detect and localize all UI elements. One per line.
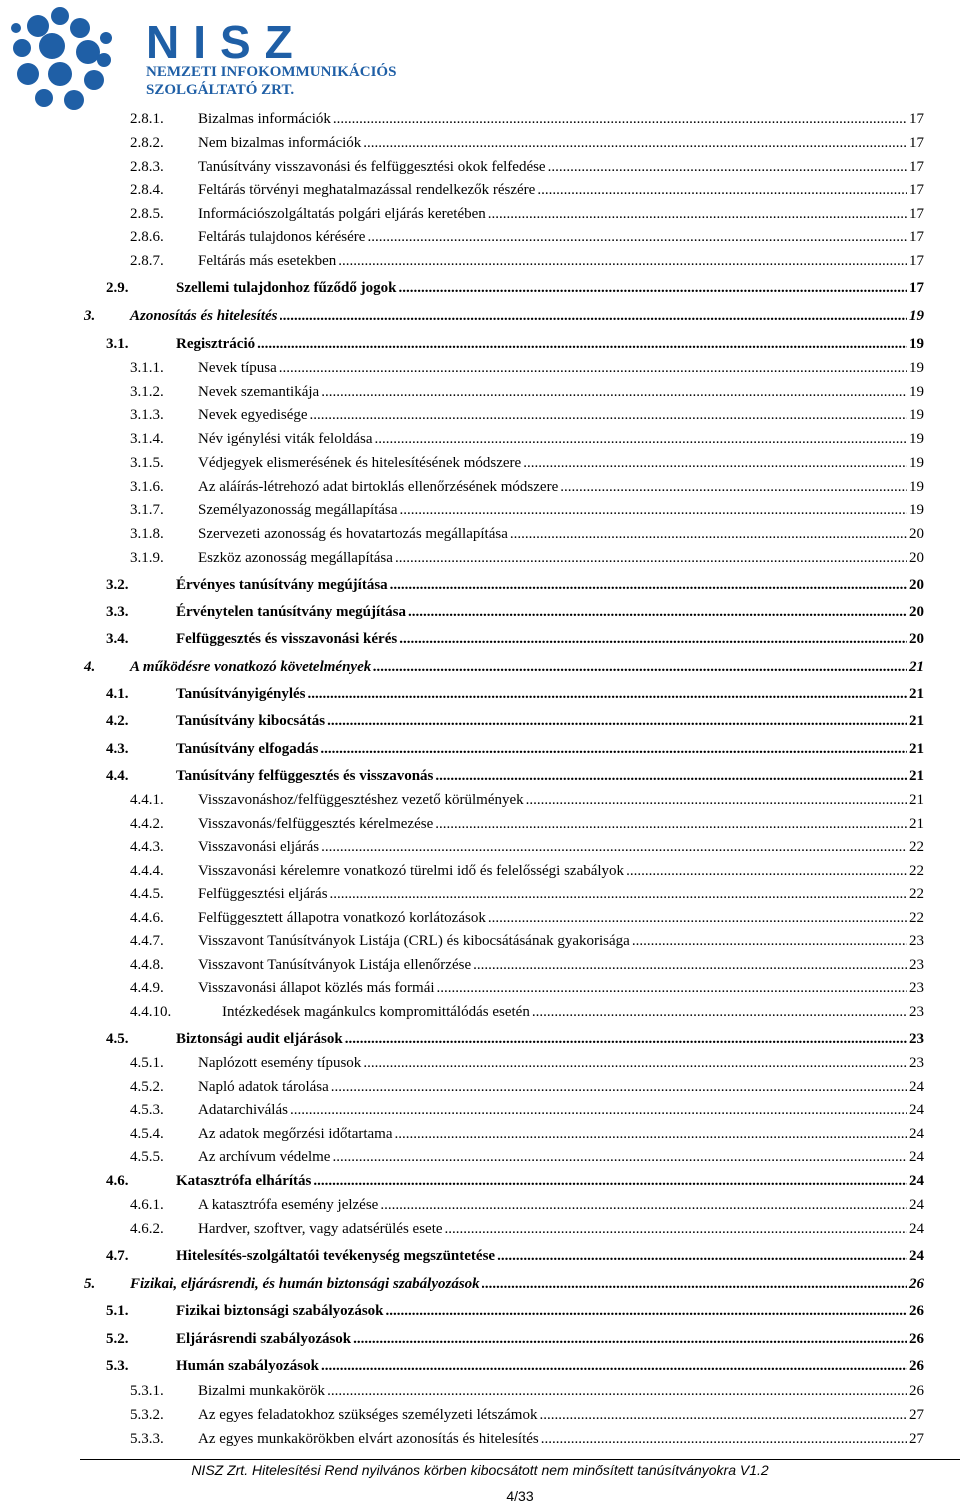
toc-leader-dots: [321, 836, 907, 858]
toc-entry[interactable]: [0, 836, 960, 858]
toc-leader-dots: [560, 476, 907, 498]
toc-entry-page: 24: [909, 1149, 924, 1165]
toc-entry-number: 5.1.: [106, 1303, 129, 1319]
toc-entry[interactable]: [0, 108, 960, 130]
toc-leader-dots: [280, 305, 907, 327]
toc-entry-title: Feltárás más esetekben: [198, 253, 337, 269]
toc-entry-page: 23: [909, 957, 924, 973]
toc-entry-number: 4.5.: [106, 1031, 129, 1047]
toc-entry-page: 27: [909, 1431, 924, 1447]
toc-entry-title: Védjegyek elismerésének és hitelesítésének módszere: [198, 455, 522, 471]
toc-entry-title: Visszavont Tanúsítványok Listája (CRL) és kibocsátásának gyakorisága: [198, 933, 630, 949]
toc-entry-page: 24: [909, 1102, 924, 1118]
toc-entry[interactable]: [0, 1170, 960, 1192]
toc-leader-dots: [488, 203, 907, 225]
toc-entry-number: 4.4.5.: [130, 886, 164, 902]
toc-entry-page: 20: [909, 631, 924, 647]
toc-entry-number: 3.1.6.: [130, 479, 164, 495]
toc-entry-number: 5.3.3.: [130, 1431, 164, 1447]
toc-entry-number: 4.: [84, 659, 96, 675]
toc-entry-number: 3.1.1.: [130, 360, 164, 376]
nisz-logo: [8, 4, 428, 112]
toc-entry-page: 24: [909, 1221, 924, 1237]
toc-entry-page: 19: [909, 360, 924, 376]
toc-leader-dots: [321, 381, 907, 403]
toc-entry-title: Tanúsítványigénylés: [176, 686, 306, 702]
toc-entry-number: 3.3.: [106, 604, 129, 620]
toc-entry[interactable]: [0, 1245, 960, 1267]
toc-leader-dots: [380, 1194, 907, 1216]
toc-entry-number: 5.3.: [106, 1358, 129, 1374]
toc-entry-number: 4.1.: [106, 686, 129, 702]
toc-entry-number: 4.3.: [106, 741, 129, 757]
toc-entry-page: 24: [909, 1173, 924, 1189]
toc-entry-page: 22: [909, 863, 924, 879]
toc-entry[interactable]: [0, 601, 960, 623]
toc-leader-dots: [482, 1273, 907, 1295]
toc-leader-dots: [327, 710, 907, 732]
toc-leader-dots: [541, 1428, 907, 1450]
toc-entry-page: 23: [909, 1004, 924, 1020]
toc-leader-dots: [488, 907, 907, 929]
toc-leader-dots: [473, 954, 907, 976]
toc-entry[interactable]: [0, 977, 960, 999]
toc-entry-title: Visszavonás/felfüggesztés kérelmezése: [198, 816, 434, 832]
toc-entry-title: Az adatok megőrzési időtartama: [198, 1126, 393, 1142]
toc-entry[interactable]: [0, 547, 960, 569]
toc-entry[interactable]: [0, 277, 960, 299]
toc-entry-number: 2.8.5.: [130, 206, 164, 222]
toc-entry[interactable]: [0, 789, 960, 811]
toc-entry-title: Információszolgáltatás polgári eljárás keretében: [198, 206, 486, 222]
toc-entry[interactable]: [0, 156, 960, 178]
toc-entry-page: 23: [909, 933, 924, 949]
toc-entry-title: Nevek típusa: [198, 360, 277, 376]
toc-entry-title: Felfüggesztett állapotra vonatkozó korlátozások: [198, 910, 486, 926]
toc-entry-page: 20: [909, 526, 924, 542]
toc-leader-dots: [332, 1146, 907, 1168]
toc-leader-dots: [497, 1245, 907, 1267]
toc-leader-dots: [398, 277, 907, 299]
toc-entry-title: Érvénytelen tanúsítvány megújítása: [176, 604, 406, 620]
toc-entry-page: 26: [909, 1383, 924, 1399]
toc-entry-page: 22: [909, 839, 924, 855]
toc-entry-page: 24: [909, 1197, 924, 1213]
toc-entry[interactable]: [0, 738, 960, 760]
toc-entry-title: Bizalmi munkakörök: [198, 1383, 326, 1399]
toc-leader-dots: [399, 628, 907, 650]
toc-entry-title: Az egyes feladatokhoz szükséges személyzeti létszámok: [198, 1407, 538, 1423]
toc-entry-title: Hitelesítés-szolgáltatói tevékenység megszüntetése: [176, 1248, 496, 1264]
toc-entry[interactable]: [0, 883, 960, 905]
toc-entry-title: Katasztrófa elhárítás: [176, 1173, 312, 1189]
toc-entry-title: Felfüggesztés és visszavonási kérés: [176, 631, 398, 647]
toc-entry[interactable]: [0, 1328, 960, 1350]
toc-entry[interactable]: [0, 132, 960, 154]
toc-entry[interactable]: [0, 1052, 960, 1074]
toc-entry-number: 2.8.6.: [130, 229, 164, 245]
toc-entry-page: 22: [909, 910, 924, 926]
logo-dots-icon: [11, 7, 112, 110]
toc-entry-page: 26: [909, 1303, 924, 1319]
toc-entry[interactable]: [0, 813, 960, 835]
toc-entry-number: 3.1.8.: [130, 526, 164, 542]
toc-leader-dots: [363, 132, 907, 154]
toc-entry-page: 17: [909, 135, 924, 151]
toc-entry-title: Feltárás törvényi meghatalmazással rendelkezők részére: [198, 182, 536, 198]
toc-leader-dots: [308, 683, 908, 705]
toc-entry-page: 24: [909, 1248, 924, 1264]
toc-leader-dots: [327, 1380, 907, 1402]
toc-entry-page: 21: [909, 741, 924, 757]
toc-entry-number: 2.8.2.: [130, 135, 164, 151]
toc-entry-page: 20: [909, 604, 924, 620]
toc-entry-title: Regisztráció: [176, 336, 256, 352]
toc-entry[interactable]: [0, 628, 960, 650]
toc-entry[interactable]: [0, 250, 960, 272]
toc-entry-number: 4.4.8.: [130, 957, 164, 973]
toc-entry-number: 4.4.1.: [130, 792, 164, 808]
toc-leader-dots: [375, 428, 907, 450]
logo-line1: NEMZETI INFOKOMMUNIKÁCIÓS: [146, 64, 397, 80]
toc-leader-dots: [338, 250, 907, 272]
toc-entry-title: Szellemi tulajdonhoz fűződő jogok: [176, 280, 397, 296]
toc-entry-title: Eszköz azonosság megállapítása: [198, 550, 393, 566]
toc-entry-number: 2.8.1.: [130, 111, 164, 127]
toc-leader-dots: [353, 1328, 907, 1350]
toc-entry[interactable]: [0, 305, 960, 327]
toc-entry-title: Nem bizalmas információk: [198, 135, 362, 151]
toc-leader-dots: [320, 738, 907, 760]
toc-entry[interactable]: [0, 357, 960, 379]
toc-leader-dots: [290, 1099, 907, 1121]
toc-entry-title: Visszavonási állapot közlés más formái: [198, 980, 435, 996]
toc-entry-page: 19: [909, 502, 924, 518]
toc-entry-number: 5.3.2.: [130, 1407, 164, 1423]
toc-entry-page: 19: [909, 431, 924, 447]
toc-entry-page: 26: [909, 1276, 924, 1292]
toc-entry-number: 4.6.1.: [130, 1197, 164, 1213]
toc-entry-page: 17: [909, 159, 924, 175]
toc-entry-page: 24: [909, 1079, 924, 1095]
toc-entry[interactable]: [0, 907, 960, 929]
toc-leader-dots: [395, 1123, 907, 1145]
toc-leader-dots: [279, 357, 907, 379]
toc-entry[interactable]: [0, 1076, 960, 1098]
toc-entry-page: 23: [909, 980, 924, 996]
toc-leader-dots: [330, 883, 907, 905]
toc-entry-title: Felfüggesztési eljárás: [198, 886, 328, 902]
toc-entry-page: 17: [909, 182, 924, 198]
toc-entry-title: Név igénylési viták feloldása: [198, 431, 373, 447]
toc-entry-title: Visszavonási eljárás: [198, 839, 320, 855]
toc-leader-dots: [345, 1028, 907, 1050]
toc-entry-number: 3.1.3.: [130, 407, 164, 423]
toc-entry[interactable]: [0, 499, 960, 521]
toc-entry[interactable]: [0, 574, 960, 596]
logo-line2: SZOLGÁLTATÓ ZRT.: [146, 82, 295, 98]
toc-entry-number: 5.2.: [106, 1331, 129, 1347]
toc-entry[interactable]: [0, 1428, 960, 1450]
toc-entry-page: 22: [909, 886, 924, 902]
toc-entry-page: 17: [909, 206, 924, 222]
toc-entry[interactable]: [0, 1355, 960, 1377]
toc-entry-page: 19: [909, 336, 924, 352]
toc-entry[interactable]: [0, 954, 960, 976]
toc-entry[interactable]: [0, 1028, 960, 1050]
toc-leader-dots: [310, 404, 907, 426]
toc-leader-dots: [408, 601, 907, 623]
toc-entry[interactable]: [0, 1404, 960, 1426]
toc-entry-page: 19: [909, 455, 924, 471]
toc-entry[interactable]: [0, 1146, 960, 1168]
page-number: 4/33: [506, 1488, 534, 1504]
toc-leader-dots: [321, 1355, 907, 1377]
toc-entry-number: 4.4.: [106, 768, 129, 784]
toc-entry-number: 3.1.4.: [130, 431, 164, 447]
toc-leader-dots: [400, 499, 907, 521]
toc-entry-number: 4.4.4.: [130, 863, 164, 879]
toc-entry-page: 21: [909, 713, 924, 729]
toc-entry-title: Visszavonási kérelemre vonatkozó türelmi idő és felelősségi szabályok: [198, 863, 625, 879]
toc-entry-number: 3.1.2.: [130, 384, 164, 400]
toc-entry-title: Az archívum védelme: [198, 1149, 331, 1165]
toc-entry-title: Visszavonáshoz/felfüggesztéshez vezető körülmények: [198, 792, 524, 808]
toc-entry-page: 23: [909, 1031, 924, 1047]
toc-leader-dots: [435, 813, 907, 835]
footer-text: NISZ Zrt. Hitelesítési Rend nyilvános körben kibocsátott nem minősített tanúsítványokra V1.2: [191, 1462, 769, 1478]
toc-entry-number: 2.9.: [106, 280, 129, 296]
toc-entry-title: Hardver, szoftver, vagy adatsérülés esete: [198, 1221, 443, 1237]
toc-entry[interactable]: [0, 765, 960, 787]
toc-entry-page: 21: [909, 686, 924, 702]
toc-leader-dots: [532, 1001, 907, 1023]
toc-entry-title: Humán szabályozások: [176, 1358, 319, 1374]
toc-leader-dots: [333, 108, 907, 130]
toc-entry[interactable]: [0, 1380, 960, 1402]
toc-entry-page: 17: [909, 229, 924, 245]
toc-entry-title: Fizikai biztonsági szabályozások: [176, 1303, 384, 1319]
toc-entry[interactable]: [0, 1273, 960, 1295]
toc-entry[interactable]: [0, 710, 960, 732]
toc-leader-dots: [390, 574, 907, 596]
toc-entry[interactable]: [0, 381, 960, 403]
logo-main-text: NISZ: [146, 16, 307, 68]
toc-entry-title: Eljárásrendi szabályozások: [176, 1331, 352, 1347]
toc-entry-number: 4.4.6.: [130, 910, 164, 926]
toc-entry-title: A működésre vonatkozó követelmények: [130, 659, 372, 675]
toc-entry[interactable]: [0, 404, 960, 426]
toc-leader-dots: [363, 1052, 907, 1074]
toc-entry-number: 4.4.2.: [130, 816, 164, 832]
toc-leader-dots: [632, 930, 907, 952]
toc-entry-number: 3.: [84, 308, 96, 324]
toc-entry-number: 3.4.: [106, 631, 129, 647]
toc-leader-dots: [548, 156, 907, 178]
toc-entry[interactable]: [0, 930, 960, 952]
toc-entry-number: 4.4.7.: [130, 933, 164, 949]
toc-leader-dots: [367, 226, 907, 248]
toc-entry-page: 19: [909, 308, 924, 324]
toc-entry[interactable]: [0, 203, 960, 225]
toc-entry-page: 17: [909, 111, 924, 127]
toc-entry-title: Tanúsítvány visszavonási és felfüggesztési okok felfedése: [198, 159, 546, 175]
toc-entry[interactable]: [0, 1099, 960, 1121]
toc-entry-page: 27: [909, 1407, 924, 1423]
toc-leader-dots: [523, 452, 907, 474]
toc-entry-title: Azonosítás és hitelesítés: [130, 308, 278, 324]
toc-entry-number: 4.5.1.: [130, 1055, 164, 1071]
toc-entry-title: Tanúsítvány elfogadás: [176, 741, 319, 757]
footer-divider: [80, 1459, 960, 1460]
toc-leader-dots: [437, 977, 907, 999]
toc-entry-title: Tanúsítvány kibocsátás: [176, 713, 326, 729]
toc-entry-number: 3.1.7.: [130, 502, 164, 518]
toc-entry-title: Szervezeti azonosság és hovatartozás megállapítása: [198, 526, 508, 542]
toc-entry[interactable]: [0, 1218, 960, 1240]
toc-entry-title: Bizalmas információk: [198, 111, 331, 127]
toc-entry-number: 5.: [84, 1276, 96, 1292]
toc-entry-page: 20: [909, 550, 924, 566]
toc-entry-page: 26: [909, 1331, 924, 1347]
toc-entry-page: 21: [909, 659, 924, 675]
toc-entry-title: Az egyes munkakörökben elvárt azonosítás és hitelesítés: [198, 1431, 539, 1447]
toc-entry-page: 20: [909, 577, 924, 593]
toc-entry[interactable]: [0, 1123, 960, 1145]
toc-entry-title: Nevek egyedisége: [198, 407, 308, 423]
toc-entry[interactable]: [0, 226, 960, 248]
toc-entry-page: 21: [909, 816, 924, 832]
toc-entry-number: 5.3.1.: [130, 1383, 164, 1399]
toc-entry[interactable]: [0, 1300, 960, 1322]
toc-leader-dots: [435, 765, 907, 787]
toc-entry-title: Visszavont Tanúsítványok Listája ellenőrzése: [198, 957, 472, 973]
toc-entry[interactable]: [0, 656, 960, 678]
toc-leader-dots: [539, 1404, 907, 1426]
toc-entry[interactable]: [0, 1194, 960, 1216]
toc-entry-title: A katasztrófa esemény jelzése: [198, 1197, 379, 1213]
toc-entry-number: 4.5.2.: [130, 1079, 164, 1095]
toc-leader-dots: [395, 547, 907, 569]
toc-entry-number: 2.8.7.: [130, 253, 164, 269]
toc-entry-number: 3.1.: [106, 336, 129, 352]
toc-entry[interactable]: [0, 333, 960, 355]
toc-entry-title: Intézkedések magánkulcs kompromittálódás esetén: [222, 1004, 530, 1020]
toc-leader-dots: [626, 860, 907, 882]
toc-entry-number: 2.8.4.: [130, 182, 164, 198]
toc-entry-number: 2.8.3.: [130, 159, 164, 175]
toc-entry-number: 4.6.2.: [130, 1221, 164, 1237]
toc-entry-title: Napló adatok tárolása: [198, 1079, 329, 1095]
toc-entry-page: 19: [909, 407, 924, 423]
toc-entry-page: 19: [909, 479, 924, 495]
toc-leader-dots: [386, 1300, 907, 1322]
toc-entry-page: 17: [909, 253, 924, 269]
toc-entry-number: 4.4.9.: [130, 980, 164, 996]
toc-entry[interactable]: [0, 860, 960, 882]
toc-leader-dots: [257, 333, 907, 355]
toc-entry-number: 3.1.5.: [130, 455, 164, 471]
toc-entry-title: Érvényes tanúsítvány megújítása: [176, 577, 388, 593]
toc-leader-dots: [510, 523, 907, 545]
toc-entry-number: 4.5.4.: [130, 1126, 164, 1142]
toc-leader-dots: [313, 1170, 907, 1192]
toc-entry-title: Az aláírás-létrehozó adat birtoklás ellenőrzésének módszere: [198, 479, 559, 495]
toc-entry-title: Nevek szemantikája: [198, 384, 320, 400]
toc-entry-number: 3.2.: [106, 577, 129, 593]
toc-entry[interactable]: [0, 452, 960, 474]
toc-entry[interactable]: [0, 1001, 960, 1023]
toc-entry[interactable]: [0, 179, 960, 201]
toc-leader-dots: [445, 1218, 907, 1240]
toc-entry-page: 23: [909, 1055, 924, 1071]
toc-entry-number: 4.5.5.: [130, 1149, 164, 1165]
toc-entry-page: 19: [909, 384, 924, 400]
toc-entry-number: 4.5.3.: [130, 1102, 164, 1118]
toc-entry-number: 4.6.: [106, 1173, 129, 1189]
toc-entry-title: Adatarchiválás: [198, 1102, 288, 1118]
toc-entry-title: Személyazonosság megállapítása: [198, 502, 398, 518]
toc-entry-page: 26: [909, 1358, 924, 1374]
toc-entry-number: 4.7.: [106, 1248, 129, 1264]
toc-entry-title: Fizikai, eljárásrendi, és humán biztonsági szabályozások: [130, 1276, 480, 1292]
toc-entry-number: 4.2.: [106, 713, 129, 729]
toc-entry-page: 21: [909, 768, 924, 784]
toc-entry-number: 4.4.3.: [130, 839, 164, 855]
toc-entry-page: 17: [909, 280, 924, 296]
toc-entry[interactable]: [0, 476, 960, 498]
toc-entry-title: Naplózott esemény típusok: [198, 1055, 362, 1071]
toc-leader-dots: [526, 789, 907, 811]
toc-entry-title: Biztonsági audit eljárások: [176, 1031, 343, 1047]
toc-entry[interactable]: [0, 428, 960, 450]
toc-entry-number: 4.4.10.: [130, 1004, 172, 1020]
toc-entry-page: 21: [909, 792, 924, 808]
toc-entry[interactable]: [0, 683, 960, 705]
toc-leader-dots: [373, 656, 907, 678]
toc-entry-number: 3.1.9.: [130, 550, 164, 566]
toc-entry-page: 24: [909, 1126, 924, 1142]
toc-entry[interactable]: [0, 523, 960, 545]
toc-leader-dots: [331, 1076, 907, 1098]
toc-leader-dots: [537, 179, 907, 201]
toc-entry-title: Feltárás tulajdonos kérésére: [198, 229, 366, 245]
toc-entry-title: Tanúsítvány felfüggesztés és visszavonás: [176, 768, 434, 784]
